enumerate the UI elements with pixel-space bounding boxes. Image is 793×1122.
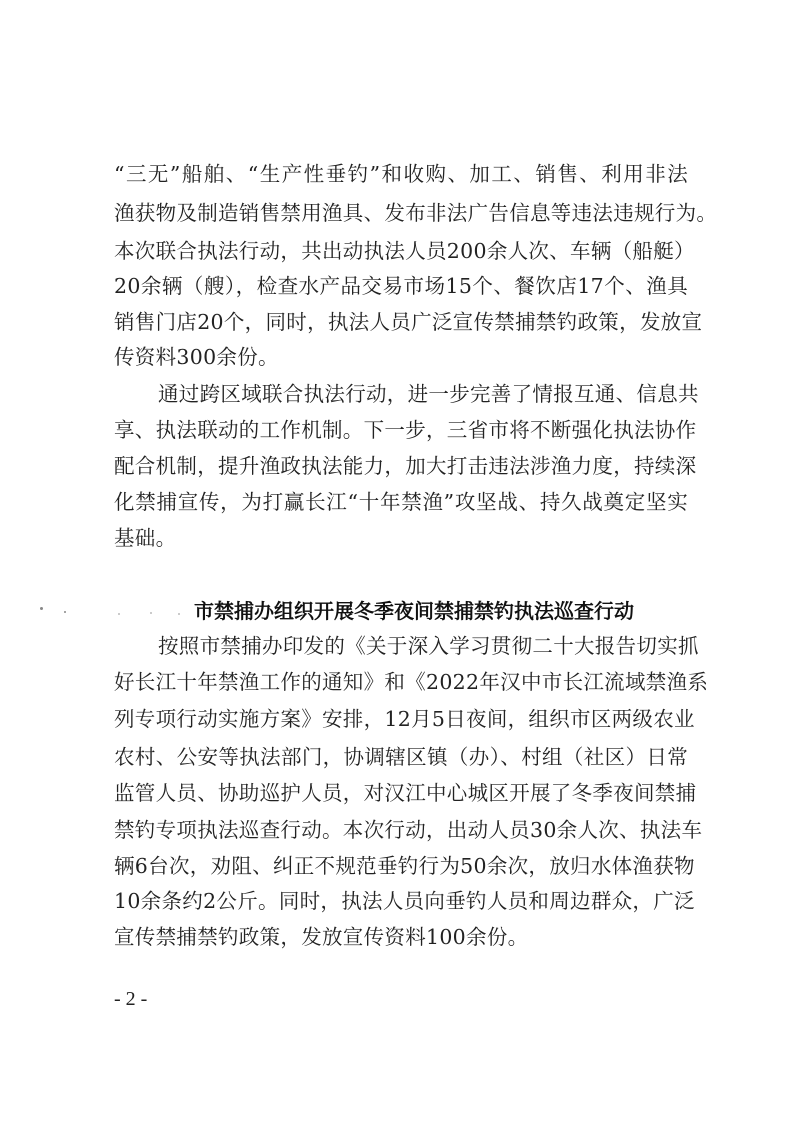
paragraph-line: 10余条约2公斤。同时，执法人员向垂钓人员和周边群众，广泛 — [114, 889, 695, 913]
page-number: - 2 - — [114, 988, 148, 1010]
paragraph-line: 20余辆（艘），检查水产品交易市场15个、餐饮店17个、渔具 — [114, 274, 688, 298]
paragraph-line: 本次联合执法行动，共出动执法人员200余人次、车辆（船艇） — [114, 239, 695, 263]
paragraph-line: 化禁捕宣传，为打赢长江“十年禁渔”攻坚战、持久战奠定坚实 — [114, 490, 688, 514]
scan-speck — [64, 611, 66, 613]
section-heading: 市禁捕办组织开展冬季夜间禁捕禁钓执法巡查行动 — [194, 599, 634, 623]
paragraph-line: 农村、公安等执法部门，协调辖区镇（办）、村组（社区）日常 — [114, 745, 688, 769]
paragraph-line: 配合机制，提升渔政执法能力，加大打击违法涉渔力度，持续深 — [114, 454, 697, 478]
paragraph-line: 辆6台次，劝阻、纠正不规范垂钓行为50余次，放归水体渔获物 — [114, 854, 695, 878]
scan-speck — [178, 613, 180, 615]
paragraph-line: 监管人员、协助巡护人员，对汉江中心城区开展了冬季夜间禁捕 — [114, 781, 697, 805]
paragraph-line: 好长江十年禁渔工作的通知》和《2022年汉中市长江流域禁渔系 — [114, 670, 709, 694]
paragraph-line: 传资料300余份。 — [114, 345, 279, 369]
paragraph-line: 销售门店20个，同时，执法人员广泛宣传禁捕禁钓政策，发放宣 — [114, 310, 703, 334]
paragraph-line: 通过跨区域联合执法行动，进一步完善了情报互通、信息共 — [158, 382, 699, 406]
paragraph-line: 禁钓专项执法巡查行动。本次行动，出动人员30余人次、执法车 — [114, 818, 703, 842]
scan-speck — [118, 613, 120, 615]
paragraph-line: “三无”船舶、“生产性垂钓”和收购、加工、销售、利用非法 — [114, 162, 688, 186]
paragraph-line: 按照市禁捕办印发的《关于深入学习贯彻二十大报告切实抓 — [158, 634, 699, 658]
paragraph-line: 享、执法联动的工作机制。下一步，三省市将不断强化执法协作 — [114, 418, 697, 442]
paragraph-line: 渔获物及制造销售禁用渔具、发布非法广告信息等违法违规行为。 — [114, 201, 718, 225]
paragraph-line: 基础。 — [114, 526, 177, 550]
paragraph-line: 列专项行动实施方案》安排，12月5日夜间，组织市区两级农业 — [114, 707, 695, 731]
paragraph-line: 宣传禁捕禁钓政策，发放宣传资料100余份。 — [114, 925, 529, 949]
scan-speck — [150, 612, 152, 614]
scan-speck — [40, 607, 43, 610]
